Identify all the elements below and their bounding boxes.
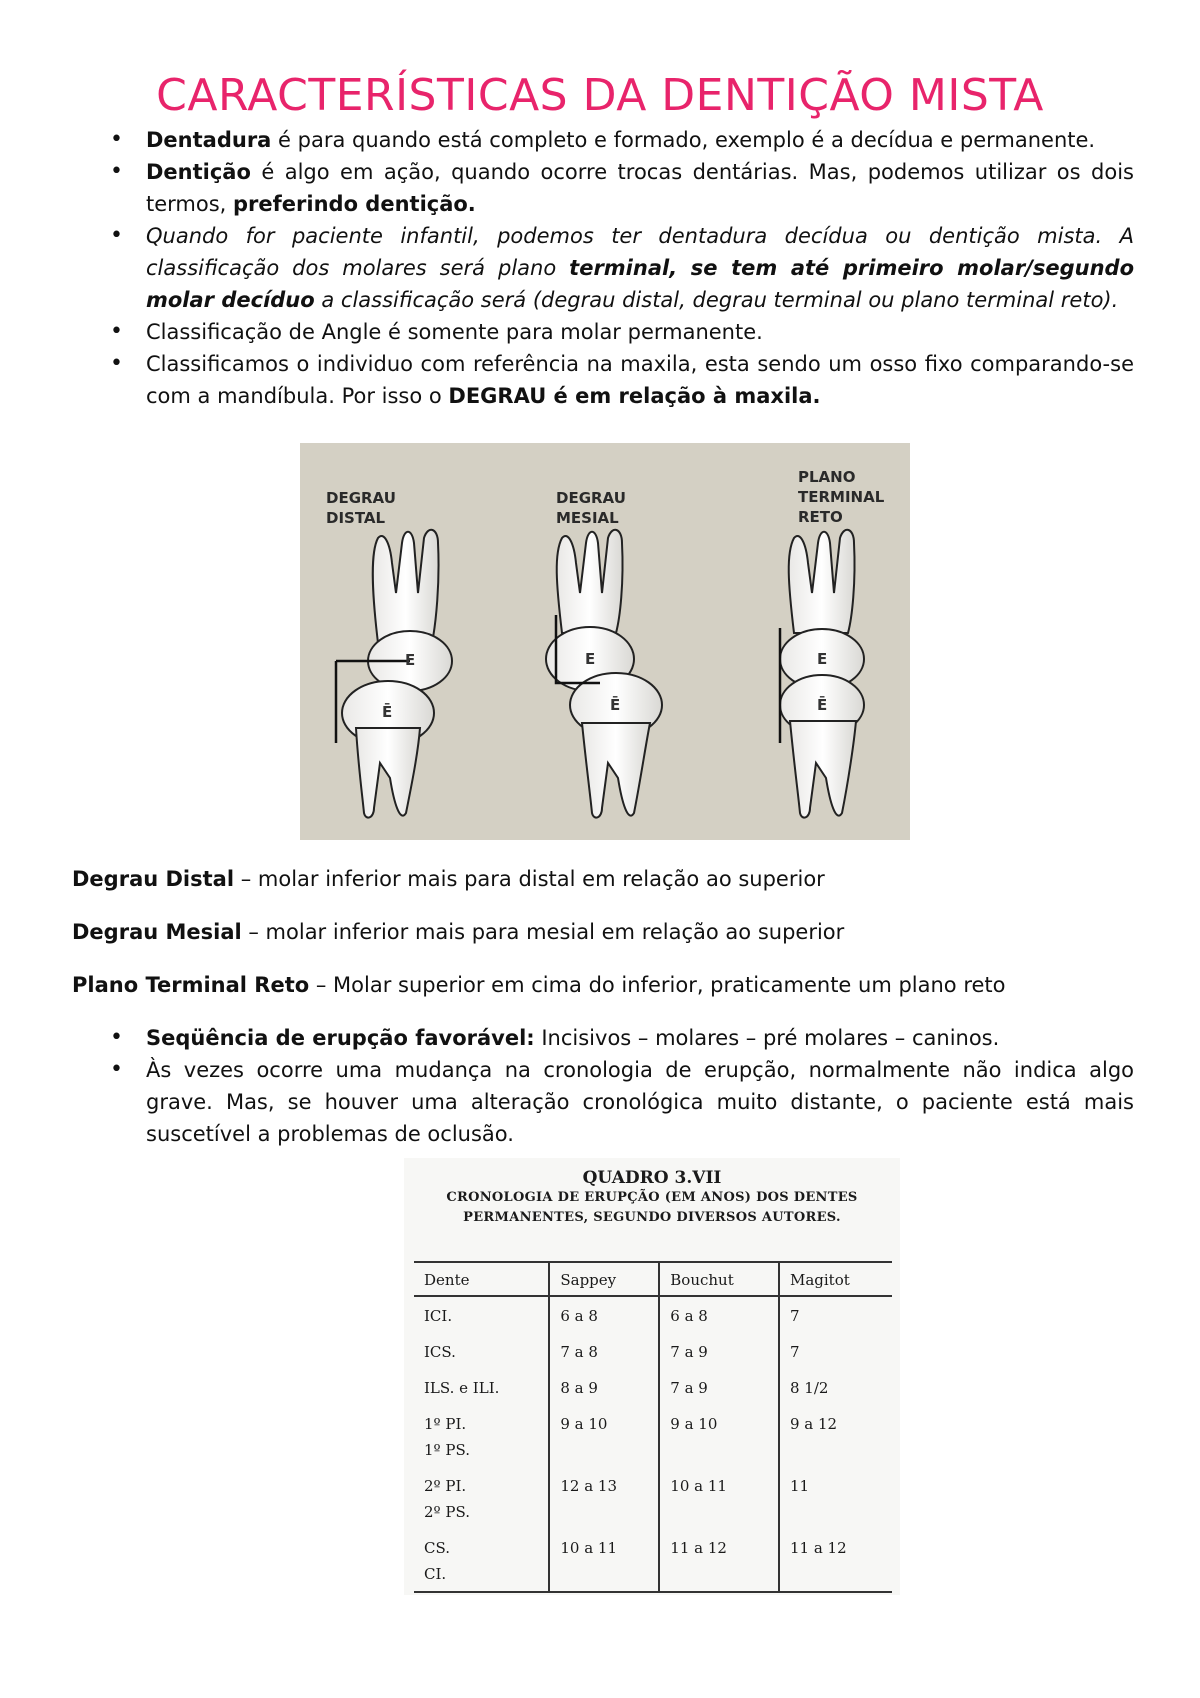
list-item bbox=[104, 1022, 1134, 1054]
table-body bbox=[414, 1296, 892, 1592]
table-caption-line-1: CRONOLOGIA DE ERUPÇÃO (EM ANOS) DOS DENTES bbox=[446, 1190, 858, 1205]
table-cell-dente: 2º PI. 2º PS. bbox=[424, 1477, 470, 1521]
label-degrau-mesial-2: MESIAL bbox=[556, 509, 619, 527]
list-item bbox=[104, 124, 1134, 156]
table-cell-bouchut: 9 a 10 bbox=[659, 1405, 779, 1467]
list-item bbox=[104, 220, 1134, 316]
bullet-emphasis: DEGRAU é em relação à maxila. bbox=[448, 384, 821, 408]
table-cell-magitot: 11 a 12 bbox=[779, 1529, 892, 1592]
plano-terminal-reto-teeth bbox=[780, 530, 864, 818]
eruption-bullet-list bbox=[104, 1022, 1134, 1150]
definition-degrau-mesial bbox=[72, 916, 1152, 948]
list-item bbox=[104, 156, 1134, 220]
list-item bbox=[104, 1054, 1134, 1150]
table-cell-magitot: 7 bbox=[779, 1333, 892, 1369]
page-title: CARACTERÍSTICAS DA DENTIÇÃO MISTA bbox=[156, 70, 1044, 121]
table-cell-dente: 1º PI. 1º PS. bbox=[424, 1415, 470, 1459]
table-row bbox=[414, 1529, 892, 1592]
table-header-row bbox=[414, 1262, 892, 1296]
bullet-term: Dentição bbox=[146, 160, 251, 184]
definition-degrau-distal bbox=[72, 863, 1152, 895]
table-cell-sappey: 10 a 11 bbox=[549, 1529, 659, 1592]
table-cell-bouchut: 7 a 9 bbox=[659, 1369, 779, 1405]
label-degrau-distal-2: DISTAL bbox=[326, 509, 386, 527]
table-cell-dente: ICI. bbox=[424, 1307, 453, 1325]
table-cell-magitot: 7 bbox=[779, 1296, 892, 1333]
table-cell-bouchut: 7 a 9 bbox=[659, 1333, 779, 1369]
lower-tooth-letter: Ē bbox=[610, 696, 621, 714]
definitions-section bbox=[72, 863, 1152, 1022]
column-header-bouchut: Bouchut bbox=[659, 1262, 779, 1296]
table-cell-sappey: 6 a 8 bbox=[549, 1296, 659, 1333]
list-item bbox=[104, 316, 1134, 348]
table-cell-bouchut: 6 a 8 bbox=[659, 1296, 779, 1333]
table-cell-dente: ILS. e ILI. bbox=[424, 1379, 500, 1397]
definition-text: – molar inferior mais para distal em relação ao superior bbox=[234, 867, 825, 891]
label-plano-terminal-2: TERMINAL bbox=[798, 488, 885, 506]
table-cell-magitot: 9 a 12 bbox=[779, 1405, 892, 1467]
table-cell-bouchut: 10 a 11 bbox=[659, 1467, 779, 1529]
label-plano-terminal-1: PLANO bbox=[798, 468, 856, 486]
table-caption-title: QUADRO 3.VII bbox=[582, 1168, 722, 1188]
molar-diagram bbox=[300, 443, 910, 840]
table-caption-line-2: PERMANENTES, SEGUNDO DIVERSOS AUTORES. bbox=[463, 1210, 841, 1225]
bullet-text: é algo em ação, quando ocorre trocas dentárias. Mas, podemos utilizar os dois termos, bbox=[146, 160, 1134, 216]
definition-text: – Molar superior em cima do inferior, praticamente um plano reto bbox=[309, 973, 1006, 997]
bullet-text: Quando for paciente infantil, podemos ter dentadura decídua ou dentição mista. A classificação dos molares será plano bbox=[146, 224, 1134, 280]
table-cell-magitot: 8 1/2 bbox=[779, 1369, 892, 1405]
definition-term: Degrau Mesial bbox=[72, 920, 242, 944]
table-cell-magitot: 11 bbox=[779, 1467, 892, 1529]
table-row bbox=[414, 1296, 892, 1333]
bullet-text: a classificação será (degrau distal, degrau terminal ou plano terminal reto). bbox=[314, 288, 1119, 312]
bullet-emphasis: terminal, se tem até primeiro molar/segundo molar decíduo bbox=[146, 256, 1134, 312]
table-cell-bouchut: 11 a 12 bbox=[659, 1529, 779, 1592]
bullet-text: Às vezes ocorre uma mudança na cronologia de erupção, normalmente não indica algo grave. Mas, se houver uma alteração cronológica muito distante, o paciente está mais suscetível a problemas de oclusão. bbox=[146, 1058, 1134, 1146]
bullet-text: Incisivos – molares – pré molares – caninos. bbox=[534, 1026, 1000, 1050]
table-cell-dente: ICS. bbox=[424, 1343, 456, 1361]
intro-bullet-list bbox=[104, 124, 1134, 412]
definition-plano-terminal-reto bbox=[72, 969, 1152, 1001]
label-plano-terminal-3: RETO bbox=[798, 508, 843, 526]
eruption-table bbox=[414, 1261, 892, 1593]
bullet-term: Seqüência de erupção favorável: bbox=[146, 1026, 535, 1050]
label-degrau-mesial-1: DEGRAU bbox=[556, 489, 626, 507]
degrau-distal-teeth bbox=[336, 530, 452, 818]
table-cell-sappey: 12 a 13 bbox=[549, 1467, 659, 1529]
list-item bbox=[104, 348, 1134, 412]
upper-tooth-letter: E bbox=[817, 650, 828, 668]
table-row bbox=[414, 1467, 892, 1529]
table-cell-sappey: 9 a 10 bbox=[549, 1405, 659, 1467]
definition-text: – molar inferior mais para mesial em relação ao superior bbox=[241, 920, 845, 944]
bullet-term: Dentadura bbox=[146, 128, 272, 152]
eruption-chronology-figure bbox=[404, 1158, 900, 1595]
bullet-text: Classificação de Angle é somente para molar permanente. bbox=[146, 320, 763, 344]
lower-tooth-letter: Ē bbox=[817, 696, 828, 714]
column-header-dente: Dente bbox=[414, 1262, 549, 1296]
definition-term: Degrau Distal bbox=[72, 867, 235, 891]
definition-term: Plano Terminal Reto bbox=[72, 973, 310, 997]
bullet-text: é para quando está completo e formado, exemplo é a decídua e permanente. bbox=[271, 128, 1096, 152]
table-cell-sappey: 7 a 8 bbox=[549, 1333, 659, 1369]
bullet-emphasis: preferindo dentição. bbox=[233, 192, 476, 216]
table-cell-dente: CS. CI. bbox=[414, 1529, 549, 1592]
table-cell-sappey: 8 a 9 bbox=[549, 1369, 659, 1405]
table-row bbox=[414, 1369, 892, 1405]
column-header-magitot: Magitot bbox=[779, 1262, 892, 1296]
degrau-mesial-teeth bbox=[546, 530, 662, 818]
label-degrau-distal-1: DEGRAU bbox=[326, 489, 396, 507]
table-row bbox=[414, 1333, 892, 1369]
bullet-text: Classificamos o individuo com referência na maxila, esta sendo um osso fixo comparando-se com a mandíbula. Por isso o bbox=[146, 352, 1134, 408]
upper-tooth-letter: E bbox=[585, 650, 596, 668]
lower-tooth-letter: Ē bbox=[382, 703, 393, 721]
table-row bbox=[414, 1405, 892, 1467]
upper-tooth-letter: E bbox=[405, 651, 416, 669]
column-header-sappey: Sappey bbox=[549, 1262, 659, 1296]
molar-relationship-figure bbox=[300, 443, 910, 840]
